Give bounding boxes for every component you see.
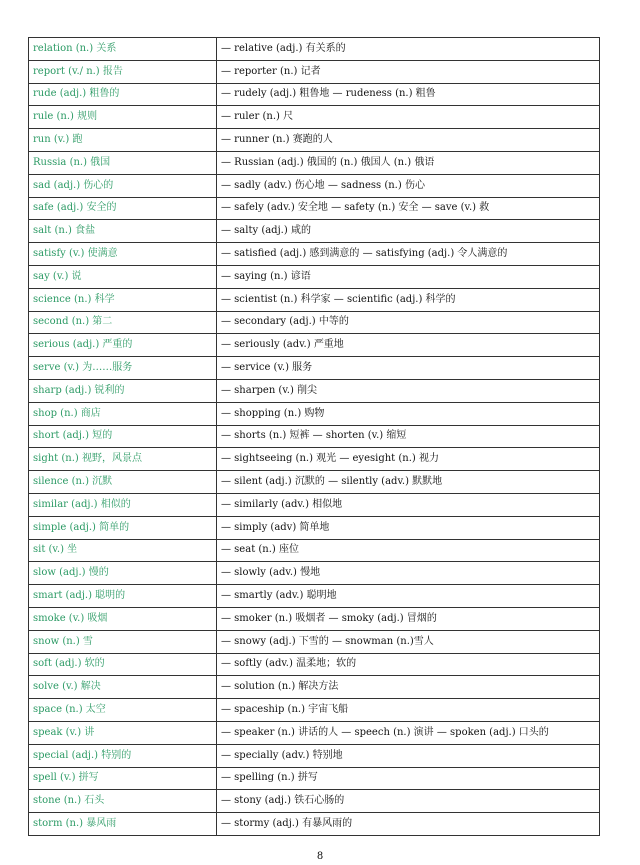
headword-cell: run (v.) 跑 [29, 129, 217, 152]
table-row [29, 83, 600, 106]
table-row [29, 813, 600, 836]
vocabulary-table-body [29, 38, 600, 836]
table-row [29, 493, 600, 516]
headword-cell: second (n.) 第二 [29, 311, 217, 334]
table-row [29, 539, 600, 562]
table-row [29, 197, 600, 220]
derivative-cell: — ruler (n.) 尺 [217, 106, 600, 129]
table-row [29, 630, 600, 653]
derivative-cell: — shorts (n.) 短裤 — shorten (v.) 缩短 [217, 425, 600, 448]
table-row [29, 471, 600, 494]
table-row [29, 357, 600, 380]
headword-cell: slow (adj.) 慢的 [29, 562, 217, 585]
derivative-cell: — saying (n.) 谚语 [217, 265, 600, 288]
table-row [29, 585, 600, 608]
derivative-cell: — speaker (n.) 讲话的人 — speech (n.) 演讲 — spoken (adj.) 口头的 [217, 721, 600, 744]
derivative-cell: — solution (n.) 解决方法 [217, 676, 600, 699]
derivative-cell: — stony (adj.) 铁石心肠的 [217, 790, 600, 813]
headword-cell: sharp (adj.) 锐利的 [29, 379, 217, 402]
derivative-cell: — simply (adv) 简单地 [217, 516, 600, 539]
derivative-cell: — satisfied (adj.) 感到满意的 — satisfying (adj.) 令人满意的 [217, 243, 600, 266]
table-row [29, 60, 600, 83]
derivative-cell: — Russian (adj.) 俄国的 (n.) 俄国人 (n.) 俄语 [217, 151, 600, 174]
derivative-cell: — sharpen (v.) 削尖 [217, 379, 600, 402]
headword-cell: storm (n.) 暴风雨 [29, 813, 217, 836]
derivative-cell: — smartly (adv.) 聪明地 [217, 585, 600, 608]
headword-cell: serve (v.) 为……服务 [29, 357, 217, 380]
headword-cell: smart (adj.) 聪明的 [29, 585, 217, 608]
headword-cell: Russia (n.) 俄国 [29, 151, 217, 174]
derivative-cell: — silent (adj.) 沉默的 — silently (adv.) 默默地 [217, 471, 600, 494]
derivative-cell: — salty (adj.) 咸的 [217, 220, 600, 243]
headword-cell: science (n.) 科学 [29, 288, 217, 311]
derivative-cell: — sadly (adv.) 伤心地 — sadness (n.) 伤心 [217, 174, 600, 197]
headword-cell: simple (adj.) 简单的 [29, 516, 217, 539]
derivative-cell: — safely (adv.) 安全地 — safety (n.) 安全 — save (v.) 救 [217, 197, 600, 220]
table-row [29, 744, 600, 767]
headword-cell: solve (v.) 解决 [29, 676, 217, 699]
table-row [29, 129, 600, 152]
table-row [29, 676, 600, 699]
headword-cell: special (adj.) 特别的 [29, 744, 217, 767]
derivative-cell: — service (v.) 服务 [217, 357, 600, 380]
table-row [29, 653, 600, 676]
headword-cell: shop (n.) 商店 [29, 402, 217, 425]
derivative-cell: — runner (n.) 赛跑的人 [217, 129, 600, 152]
table-row [29, 448, 600, 471]
derivative-cell: — sightseeing (n.) 观光 — eyesight (n.) 视力 [217, 448, 600, 471]
derivative-cell: — specially (adv.) 特别地 [217, 744, 600, 767]
table-row [29, 425, 600, 448]
derivative-cell: — smoker (n.) 吸烟者 — smoky (adj.) 冒烟的 [217, 607, 600, 630]
table-row [29, 379, 600, 402]
derivative-cell: — shopping (n.) 购物 [217, 402, 600, 425]
derivative-cell: — slowly (adv.) 慢地 [217, 562, 600, 585]
derivative-cell: — softly (adv.) 温柔地；软的 [217, 653, 600, 676]
table-row [29, 174, 600, 197]
headword-cell: say (v.) 说 [29, 265, 217, 288]
headword-cell: space (n.) 太空 [29, 699, 217, 722]
table-row [29, 311, 600, 334]
derivative-cell: — scientist (n.) 科学家 — scientific (adj.) 科学的 [217, 288, 600, 311]
headword-cell: silence (n.) 沉默 [29, 471, 217, 494]
headword-cell: safe (adj.) 安全的 [29, 197, 217, 220]
headword-cell: snow (n.) 雪 [29, 630, 217, 653]
table-row [29, 265, 600, 288]
derivative-cell: — reporter (n.) 记者 [217, 60, 600, 83]
derivative-cell: — stormy (adj.) 有暴风雨的 [217, 813, 600, 836]
table-row [29, 607, 600, 630]
table-row [29, 516, 600, 539]
headword-cell: stone (n.) 石头 [29, 790, 217, 813]
table-row [29, 243, 600, 266]
headword-cell: rule (n.) 规则 [29, 106, 217, 129]
derivative-cell: — relative (adj.) 有关系的 [217, 38, 600, 61]
derivative-cell: — seat (n.) 座位 [217, 539, 600, 562]
headword-cell: serious (adj.) 严重的 [29, 334, 217, 357]
headword-cell: sad (adj.) 伤心的 [29, 174, 217, 197]
table-row [29, 699, 600, 722]
table-row [29, 288, 600, 311]
headword-cell: salt (n.) 食盐 [29, 220, 217, 243]
table-row [29, 38, 600, 61]
table-row [29, 220, 600, 243]
derivative-cell: — spelling (n.) 拼写 [217, 767, 600, 790]
headword-cell: speak (v.) 讲 [29, 721, 217, 744]
table-row [29, 151, 600, 174]
headword-cell: sit (v.) 坐 [29, 539, 217, 562]
derivative-cell: — seriously (adv.) 严重地 [217, 334, 600, 357]
derivative-cell: — spaceship (n.) 宇宙飞船 [217, 699, 600, 722]
derivative-cell: — secondary (adj.) 中等的 [217, 311, 600, 334]
headword-cell: spell (v.) 拼写 [29, 767, 217, 790]
headword-cell: satisfy (v.) 使满意 [29, 243, 217, 266]
headword-cell: similar (adj.) 相似的 [29, 493, 217, 516]
table-row [29, 790, 600, 813]
table-row [29, 334, 600, 357]
derivative-cell: — similarly (adv.) 相似地 [217, 493, 600, 516]
derivative-cell: — snowy (adj.) 下雪的 — snowman (n.)雪人 [217, 630, 600, 653]
derivative-cell: — rudely (adj.) 粗鲁地 — rudeness (n.) 粗鲁 [217, 83, 600, 106]
headword-cell: sight (n.) 视野，风景点 [29, 448, 217, 471]
table-row [29, 721, 600, 744]
vocabulary-table [28, 37, 600, 836]
table-row [29, 402, 600, 425]
table-row [29, 562, 600, 585]
table-row [29, 767, 600, 790]
headword-cell: smoke (v.) 吸烟 [29, 607, 217, 630]
table-row [29, 106, 600, 129]
headword-cell: report (v./ n.) 报告 [29, 60, 217, 83]
page-number: 8 [316, 851, 324, 862]
headword-cell: soft (adj.) 软的 [29, 653, 217, 676]
headword-cell: rude (adj.) 粗鲁的 [29, 83, 217, 106]
headword-cell: short (adj.) 短的 [29, 425, 217, 448]
headword-cell: relation (n.) 关系 [29, 38, 217, 61]
